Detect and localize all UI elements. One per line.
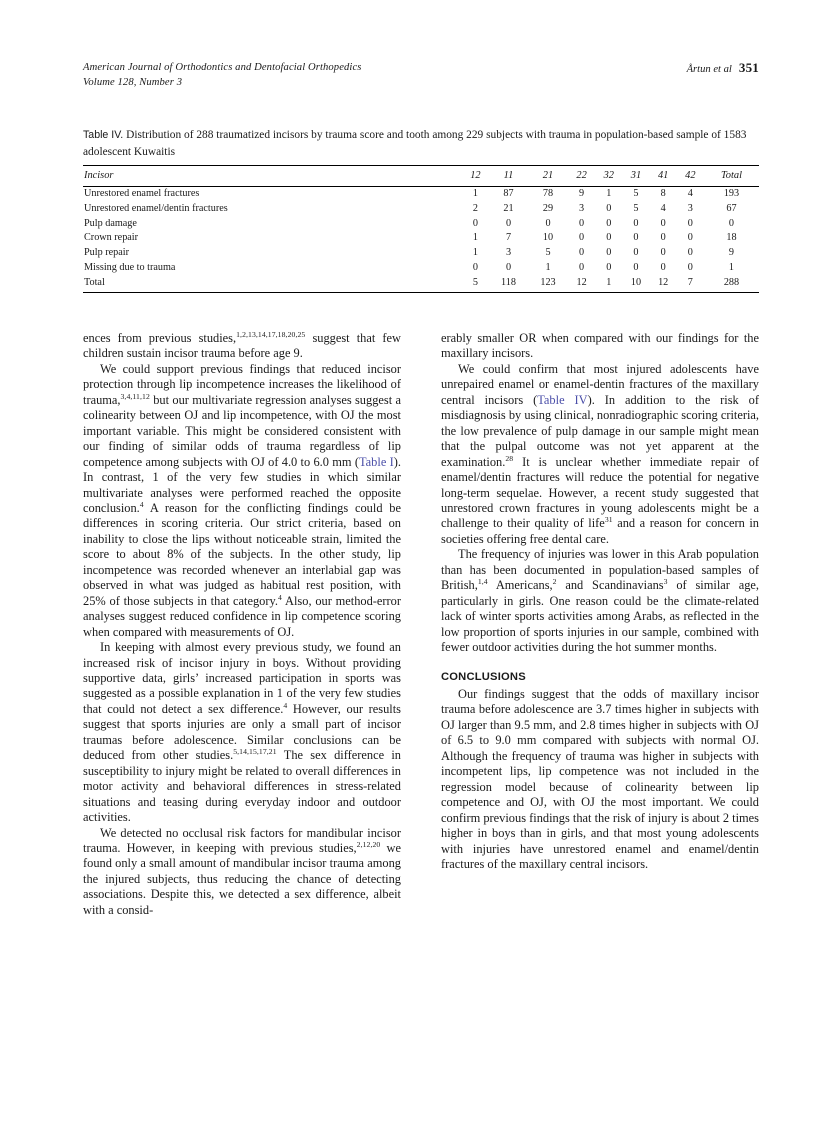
cell: 1 bbox=[545, 262, 551, 273]
table-row bbox=[83, 217, 759, 232]
cell: 4 bbox=[687, 188, 693, 200]
cell: 0 bbox=[660, 247, 666, 259]
citation-ref[interactable]: 1,2,13,14,17,18,20,25 bbox=[236, 329, 306, 339]
cell: 0 bbox=[606, 202, 612, 214]
col-header-total: Total bbox=[704, 166, 759, 187]
paragraph bbox=[83, 640, 401, 825]
cell: 0 bbox=[606, 247, 612, 259]
trauma-distribution-table bbox=[83, 165, 759, 292]
text-run: Americans, bbox=[487, 578, 553, 593]
cell: 0 bbox=[633, 232, 639, 244]
cell: 0 bbox=[579, 262, 585, 273]
table-caption bbox=[83, 127, 759, 160]
text-run: However, our results suggest that sports injuries are only a small part of incisor traumas before adolescence. Similar conclusions can be deduced from other studies. bbox=[83, 701, 401, 763]
cell: 0 bbox=[660, 262, 666, 273]
row-label: Total bbox=[84, 276, 105, 288]
text-run: Also, our method-error analyses suggest reduced confidence in lip competence scoring when compared with measurements of OJ. bbox=[83, 593, 402, 639]
col-header-12: 12 bbox=[462, 166, 489, 187]
cell: 0 bbox=[606, 232, 612, 244]
paragraph bbox=[83, 362, 401, 640]
cell: 18 bbox=[726, 232, 737, 244]
cell: 3 bbox=[687, 202, 693, 214]
text-run: and a reason for concern in societies offering free dental care. bbox=[441, 516, 759, 546]
cell: 7 bbox=[505, 232, 512, 244]
cell: 1 bbox=[472, 232, 478, 244]
cell: 0 bbox=[579, 247, 585, 259]
table-label: Table IV. bbox=[83, 129, 124, 141]
cell: 0 bbox=[687, 232, 693, 244]
paragraph-continued bbox=[83, 331, 401, 362]
cell: 7 bbox=[687, 276, 693, 288]
col-header-21: 21 bbox=[528, 166, 568, 187]
page-number: 351 bbox=[738, 60, 759, 75]
cell: 0 bbox=[728, 217, 735, 229]
cell: 0 bbox=[472, 262, 478, 273]
cell: 0 bbox=[660, 232, 666, 244]
text-run: We could confirm that most injured adolescents have unrepaired enamel or enamel-dentin fractures of the maxillary central incisors ( bbox=[441, 361, 759, 407]
cell: 0 bbox=[633, 217, 639, 229]
paragraph-continued: erably smaller OR when compared with our findings for the maxillary incisors. bbox=[441, 331, 759, 361]
running-head bbox=[83, 60, 759, 92]
cell: 9 bbox=[728, 247, 735, 259]
col-header-incisor: Incisor bbox=[83, 166, 462, 187]
cell: 0 bbox=[687, 217, 693, 229]
cell: 87 bbox=[503, 188, 514, 200]
cell: 4 bbox=[660, 202, 666, 214]
table-body bbox=[83, 187, 759, 293]
table-row bbox=[83, 202, 759, 217]
cell: 0 bbox=[545, 217, 551, 229]
row-label: Unrestored enamel fractures bbox=[84, 188, 200, 200]
cell: 1 bbox=[472, 247, 478, 259]
citation-ref[interactable]: 28 bbox=[505, 453, 514, 463]
cell: 10 bbox=[630, 276, 642, 288]
citation-ref[interactable]: 4 bbox=[139, 499, 144, 509]
row-label: Unrestored enamel/dentin fractures bbox=[84, 202, 228, 214]
col-header-31: 31 bbox=[622, 166, 649, 187]
citation-ref[interactable]: 4 bbox=[278, 592, 282, 602]
table-i-link[interactable]: Table I bbox=[358, 454, 394, 469]
col-header-32: 32 bbox=[595, 166, 622, 187]
col-header-11: 11 bbox=[489, 166, 528, 187]
col-header-42: 42 bbox=[677, 166, 704, 187]
table-row bbox=[83, 231, 759, 246]
cell: 1 bbox=[472, 188, 478, 200]
cell: 8 bbox=[660, 188, 666, 200]
paragraph bbox=[83, 826, 401, 919]
table-caption-text: Distribution of 288 traumatized incisors by trauma score and tooth among 229 subjects with trauma in population-based sample of 1583 adolescent Kuwaitis bbox=[83, 129, 747, 158]
cell: 5 bbox=[633, 188, 639, 200]
cell: 2 bbox=[472, 202, 478, 214]
cell: 21 bbox=[503, 202, 514, 214]
paragraph: Our findings suggest that the odds of maxillary incisor trauma before adolescence are 3.7 times higher in subjects with OJ larger than 9.5 mm, and 2.8 times higher in subjects with OJ of 6.5 to 9.0 mm compared with subjects with normal OJ. Although the frequency of trauma was higher in subjects with incompetent lips, lip competence was not included in the regression model because of colinearity between lip competence and OJ, with OJ the most important. We could confirm previous findings that the risk of injury is about 2 times higher in boys than in girls, and that most young adolescents with injuries have unrestored enamel and enamel/dentin fractures of the maxillary central incisors. bbox=[441, 686, 759, 871]
cell: 5 bbox=[633, 202, 639, 214]
cell: 0 bbox=[687, 262, 693, 273]
citation-ref[interactable]: 2 bbox=[552, 577, 557, 587]
citation-ref[interactable]: 3 bbox=[663, 577, 668, 587]
row-label: Pulp damage bbox=[84, 217, 137, 229]
text-run: ). In contrast, 1 of the very few studies in which similar multivariate analyses were performed reached the opposite conclusion. bbox=[83, 454, 401, 515]
cell: 193 bbox=[723, 188, 740, 200]
cell: 5 bbox=[545, 247, 551, 259]
text-run: ). In addition to the risk of misdiagnosis by using clinical, nonradiographic scoring criteria, the low prevalence of pulp damage in our sample might mean that the pulpal outcome was not yet apparent at the examination. bbox=[441, 392, 759, 469]
body-column-right bbox=[441, 331, 759, 872]
cell: 0 bbox=[633, 262, 639, 273]
row-label: Crown repair bbox=[84, 232, 139, 244]
cell: 0 bbox=[687, 247, 693, 259]
cell: 78 bbox=[542, 188, 554, 200]
table-head bbox=[83, 166, 759, 187]
text-run: We detected no occlusal risk factors for mandibular incisor trauma. However, in keeping with previous studies, bbox=[83, 825, 401, 855]
citation-ref[interactable]: 3,4,11,12 bbox=[120, 391, 150, 401]
cell: 9 bbox=[579, 188, 585, 200]
table-bottom-rule bbox=[83, 292, 759, 293]
cell: 10 bbox=[542, 232, 554, 244]
citation-ref[interactable]: 4 bbox=[283, 700, 288, 710]
cell: 288 bbox=[723, 276, 740, 288]
cell: 1 bbox=[728, 262, 735, 273]
citation-ref[interactable]: 1,4 bbox=[477, 577, 488, 587]
journal-name: American Journal of Orthodontics and Dentofacial Orthopedics bbox=[83, 62, 362, 73]
citation-ref[interactable]: 31 bbox=[604, 515, 613, 525]
row-label: Pulp repair bbox=[84, 247, 129, 259]
row-label: Missing due to trauma bbox=[84, 262, 176, 273]
cell: 0 bbox=[606, 262, 612, 273]
citation-ref[interactable]: 5,14,15,17,21 bbox=[233, 747, 277, 757]
table-row bbox=[83, 261, 759, 276]
cell: 118 bbox=[501, 276, 516, 288]
paragraph bbox=[441, 547, 759, 655]
table-row-total bbox=[83, 276, 759, 293]
col-header-22: 22 bbox=[568, 166, 595, 187]
text-run: but our multivariate regression analyses suggest a colinearity between OJ and lip incompetence, with OJ the most important variable. This might be considered consistent with our finding of similar odds of trauma regardless of lip competence among subjects with OJ of 4.0 to 6.0 mm ( bbox=[83, 392, 401, 469]
text-run: The frequency of injuries was lower in this Arab population than has been documented in population-based samples of British, bbox=[441, 547, 759, 593]
table-header-row bbox=[83, 166, 759, 187]
text-run: The sex difference in susceptibility to injury might be related to overall differences in motor activity and behavioral differences in stress-related situations and teasing during everyday indoor and outdoor activities. bbox=[83, 748, 401, 825]
author-line: Årtun et al bbox=[686, 64, 732, 75]
journal-volume: Volume 128, Number 3 bbox=[83, 77, 183, 88]
cell: 0 bbox=[579, 217, 585, 229]
text-run: We could support previous findings that reduced incisor protection through lip incompetence increases the likelihood of trauma, bbox=[83, 361, 401, 407]
cell: 67 bbox=[726, 202, 737, 214]
text-run: It is unclear whether immediate repair of enamel/dentin fractures will reduce the potential for negative long-term sequelae. However, a recent study suggested that unrestored crown fractures in young adolescents might be a challenge to their quality of life bbox=[441, 454, 759, 531]
cell: 5 bbox=[472, 276, 478, 288]
running-head-right bbox=[687, 60, 759, 77]
journal-title bbox=[83, 60, 361, 90]
table-iv-link[interactable]: Table IV bbox=[537, 392, 588, 407]
cell: 1 bbox=[606, 276, 612, 288]
text-run: suggest that few children sustain incisor trauma before age 9. bbox=[83, 331, 401, 361]
cell: 0 bbox=[606, 217, 612, 229]
cell: 0 bbox=[660, 217, 666, 229]
cell: 3 bbox=[579, 202, 585, 214]
cell: 12 bbox=[576, 276, 587, 288]
citation-ref[interactable]: 2,12,20 bbox=[356, 839, 381, 849]
cell: 29 bbox=[542, 202, 554, 214]
text-run: In keeping with almost every previous study, we found an increased risk of incisor injury in boys. Without providing supportive data, girls’ increased participation in sports was suggested as a possible explanation in 1 of the very few studies that could not detect a sex difference. bbox=[83, 640, 401, 716]
table-iv-block bbox=[83, 127, 759, 293]
text-run: of similar age, particularly in girls. One reason could be the climate-related lack of winter sports activities among Arabs, as reflected in the low proportion of sports injuries in our sample, combined with fewer outdoor activities during the hot summer months. bbox=[441, 578, 759, 655]
text-run: ences from previous studies, bbox=[83, 331, 237, 345]
col-header-41: 41 bbox=[650, 166, 677, 187]
section-heading-conclusions: CONCLUSIONS bbox=[441, 670, 526, 683]
body-column-left bbox=[83, 331, 401, 918]
cell: 12 bbox=[658, 276, 669, 288]
cell: 0 bbox=[472, 217, 478, 229]
cell: 123 bbox=[540, 276, 556, 288]
table-row bbox=[83, 246, 759, 261]
cell: 0 bbox=[633, 247, 639, 259]
cell: 3 bbox=[505, 247, 512, 259]
paragraph bbox=[441, 362, 759, 547]
cell: 0 bbox=[505, 262, 512, 273]
text-run: and Scandinavians bbox=[556, 578, 664, 593]
text-run: A reason for the conflicting findings could be differences in scoring criteria. Our strict criteria, based on inability to close the lips without noticeable strain, limited the score to about 8% of the subjects. In the other study, lip incompetence was recorded whenever an interlabial gap was observed in what was judged as habitual rest position, with 25% of those subjects in that category. bbox=[83, 500, 401, 608]
cell: 0 bbox=[505, 217, 512, 229]
table-row bbox=[83, 187, 759, 202]
cell: 1 bbox=[606, 188, 612, 200]
text-run: we found only a small amount of mandibular incisor trauma among the injured subjects, thus reducing the chance of detecting associations. Despite this, we detected a sex difference, albeit with a consid- bbox=[83, 840, 401, 917]
cell: 0 bbox=[579, 232, 585, 244]
